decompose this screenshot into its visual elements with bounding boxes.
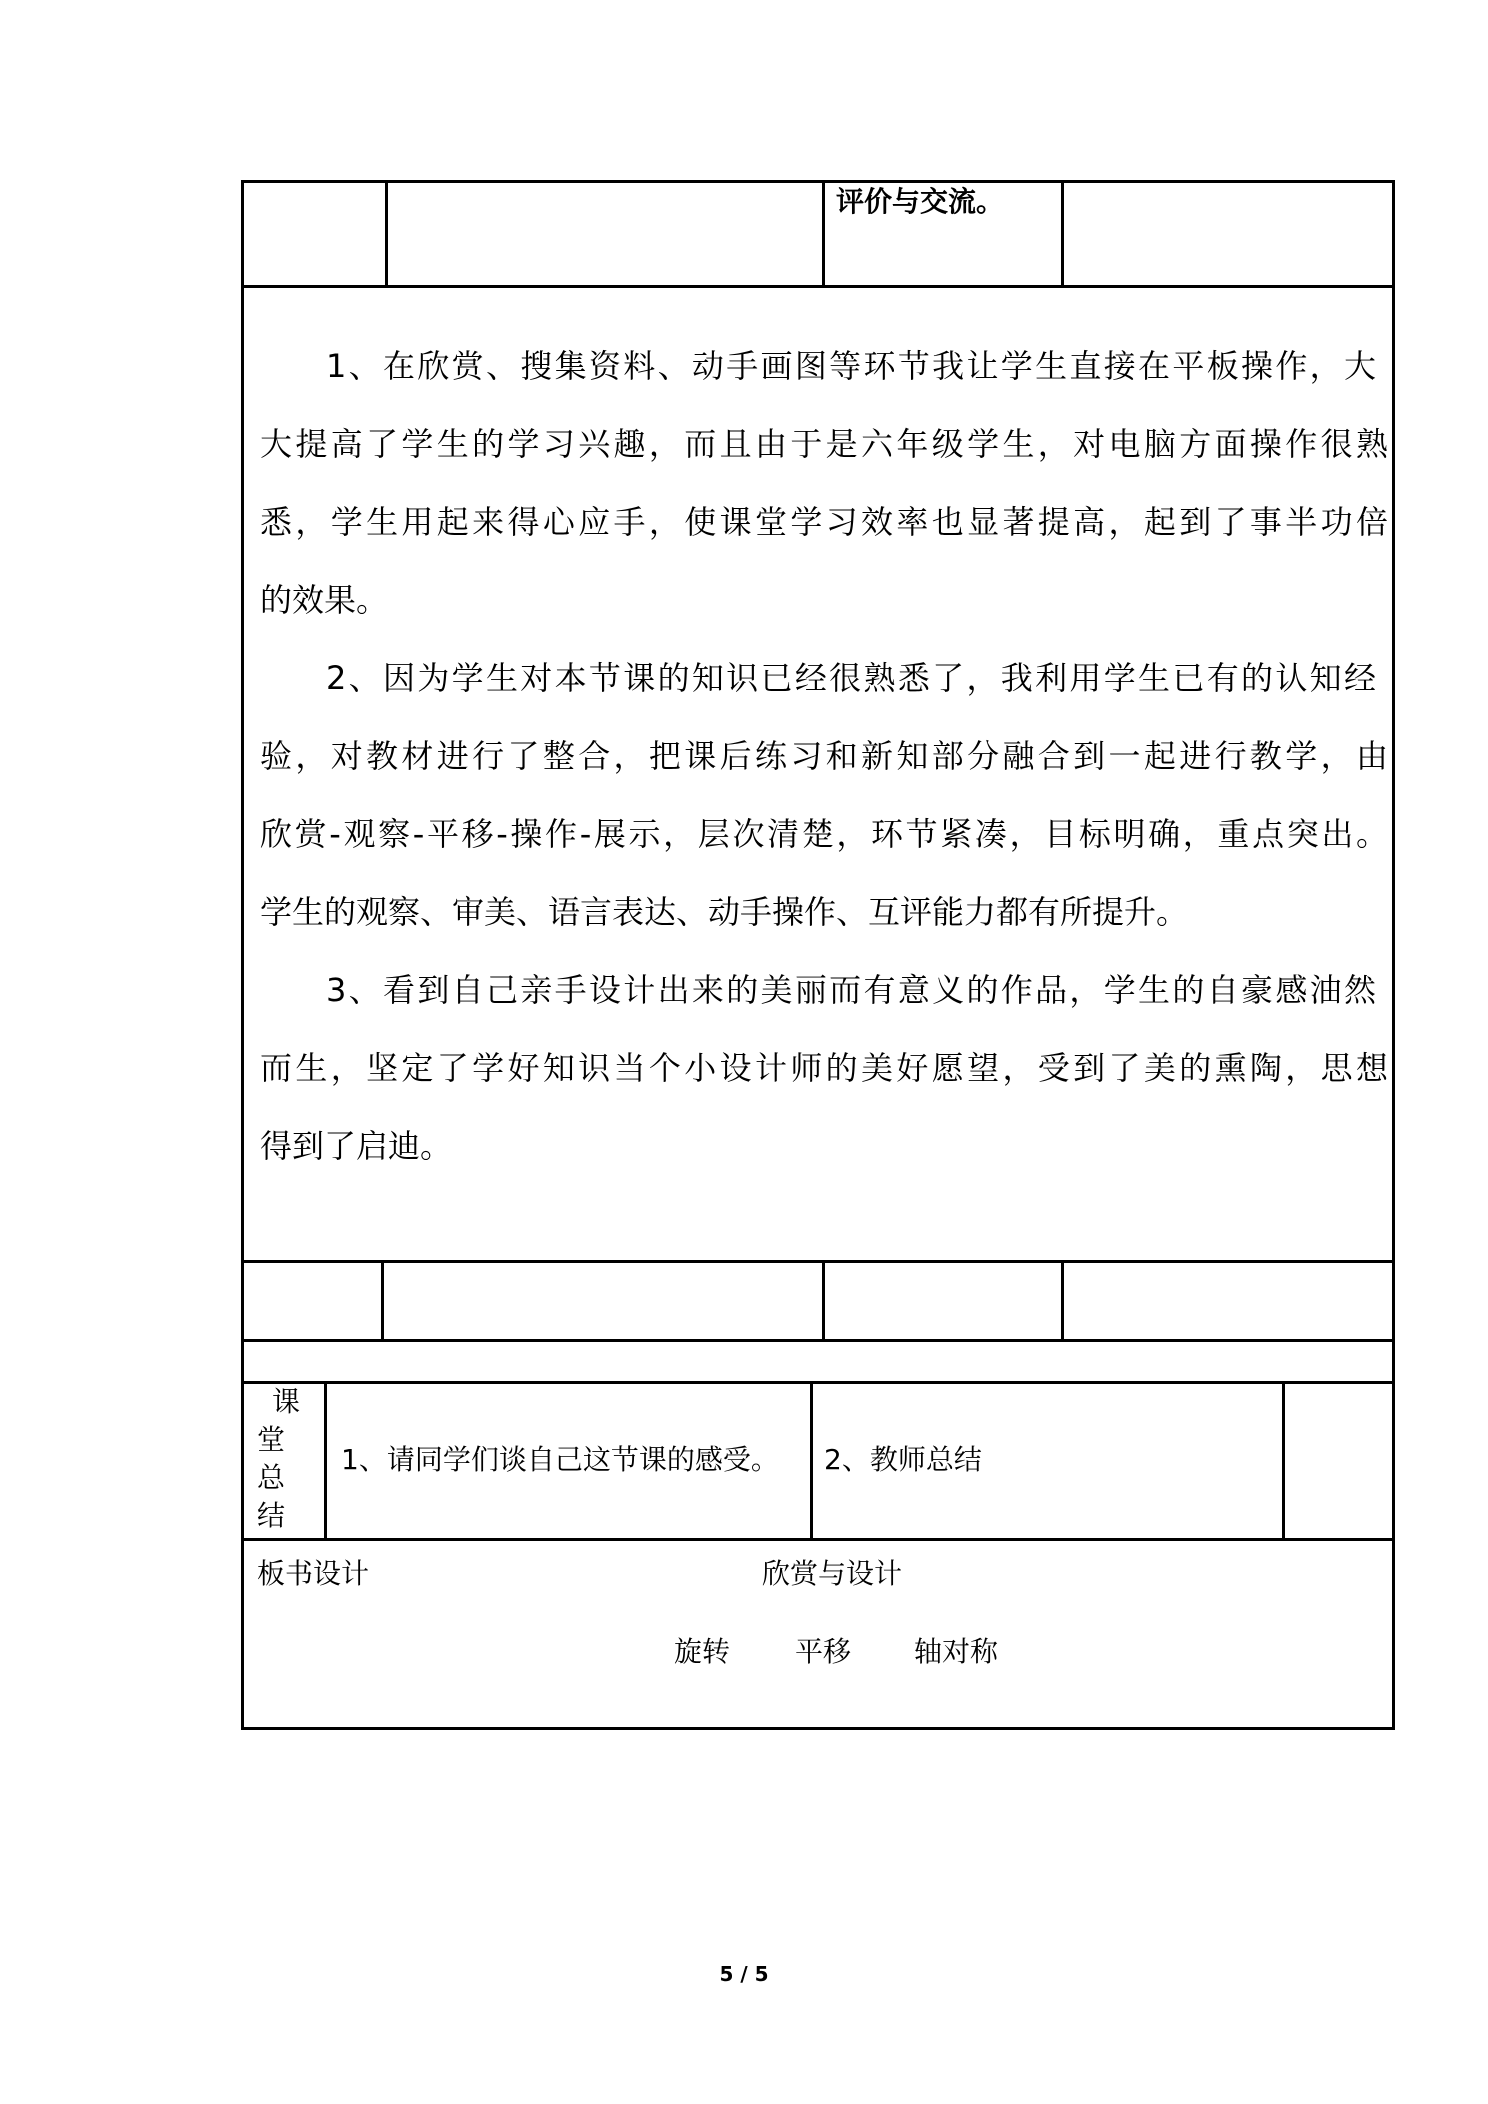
row-divider-3: [241, 1339, 1395, 1342]
reflection-line: 悉，学生用起来得心应手，使课堂学习效率也显著提高，起到了事半功倍: [260, 503, 1388, 541]
table-border-right: [1392, 180, 1395, 1730]
table-border-top: [241, 180, 1395, 183]
summary-label-char: 结: [257, 1499, 286, 1532]
summary-row-divider-1: [324, 1381, 327, 1541]
row-divider-5: [241, 1538, 1395, 1541]
reflection-line: 而生，坚定了学好知识当个小设计师的美好愿望，受到了美的熏陶，思想: [260, 1049, 1388, 1087]
reflection-line: 3、看到自己亲手设计出来的美丽而有意义的作品，学生的自豪感油然: [326, 971, 1376, 1009]
reflection-line: 欣赏-观察-平移-操作-展示，层次清楚，环节紧凑，目标明确，重点突出。: [260, 815, 1388, 853]
reflection-line: 2、因为学生对本节课的知识已经很熟悉了，我利用学生已有的认知经: [326, 659, 1376, 697]
reflection-line: 学生的观察、审美、语言表达、动手操作、互评能力都有所提升。: [260, 893, 1189, 931]
empty-row-divider-3: [1061, 1260, 1064, 1342]
table-border-left: [241, 180, 244, 1730]
evaluation-cell-text: 评价与交流。: [836, 185, 1005, 218]
reflection-line: 大提高了学生的学习兴趣，而且由于是六年级学生，对电脑方面操作很熟: [260, 425, 1388, 463]
summary-item-1: 1、请同学们谈自己这节课的感受。: [341, 1443, 779, 1476]
reflection-line: 1、在欣赏、搜集资料、动手画图等环节我让学生直接在平板操作，大: [326, 347, 1376, 385]
page-number: 5 / 5: [719, 1962, 769, 1986]
table-border-bottom: [241, 1727, 1395, 1730]
summary-label-char: 堂: [257, 1423, 286, 1456]
summary-row-divider-3: [1282, 1381, 1285, 1541]
summary-item-2: 2、教师总结: [824, 1443, 982, 1476]
board-word-axisymmetry: 轴对称: [914, 1635, 999, 1668]
empty-row-divider-2: [822, 1260, 825, 1342]
top-row-divider-3: [1061, 180, 1064, 288]
row-divider-4: [241, 1381, 1395, 1384]
summary-label-char: 课: [272, 1385, 301, 1418]
board-design-title: 欣赏与设计: [762, 1557, 903, 1590]
reflection-line: 得到了启迪。: [260, 1127, 453, 1165]
summary-label-char: 总: [257, 1461, 286, 1494]
top-row-divider-1: [385, 180, 388, 288]
board-word-rotate: 旋转: [674, 1635, 731, 1668]
row-divider-2: [241, 1260, 1395, 1263]
row-divider-1: [241, 285, 1395, 288]
reflection-line: 验，对教材进行了整合，把课后练习和新知部分融合到一起进行教学，由: [260, 737, 1388, 775]
top-row-divider-2: [822, 180, 825, 288]
board-word-translate: 平移: [795, 1635, 852, 1668]
empty-row-divider-1: [381, 1260, 384, 1342]
reflection-line: 的效果。: [260, 581, 389, 619]
summary-row-divider-2: [810, 1381, 813, 1541]
board-design-label: 板书设计: [257, 1557, 370, 1590]
